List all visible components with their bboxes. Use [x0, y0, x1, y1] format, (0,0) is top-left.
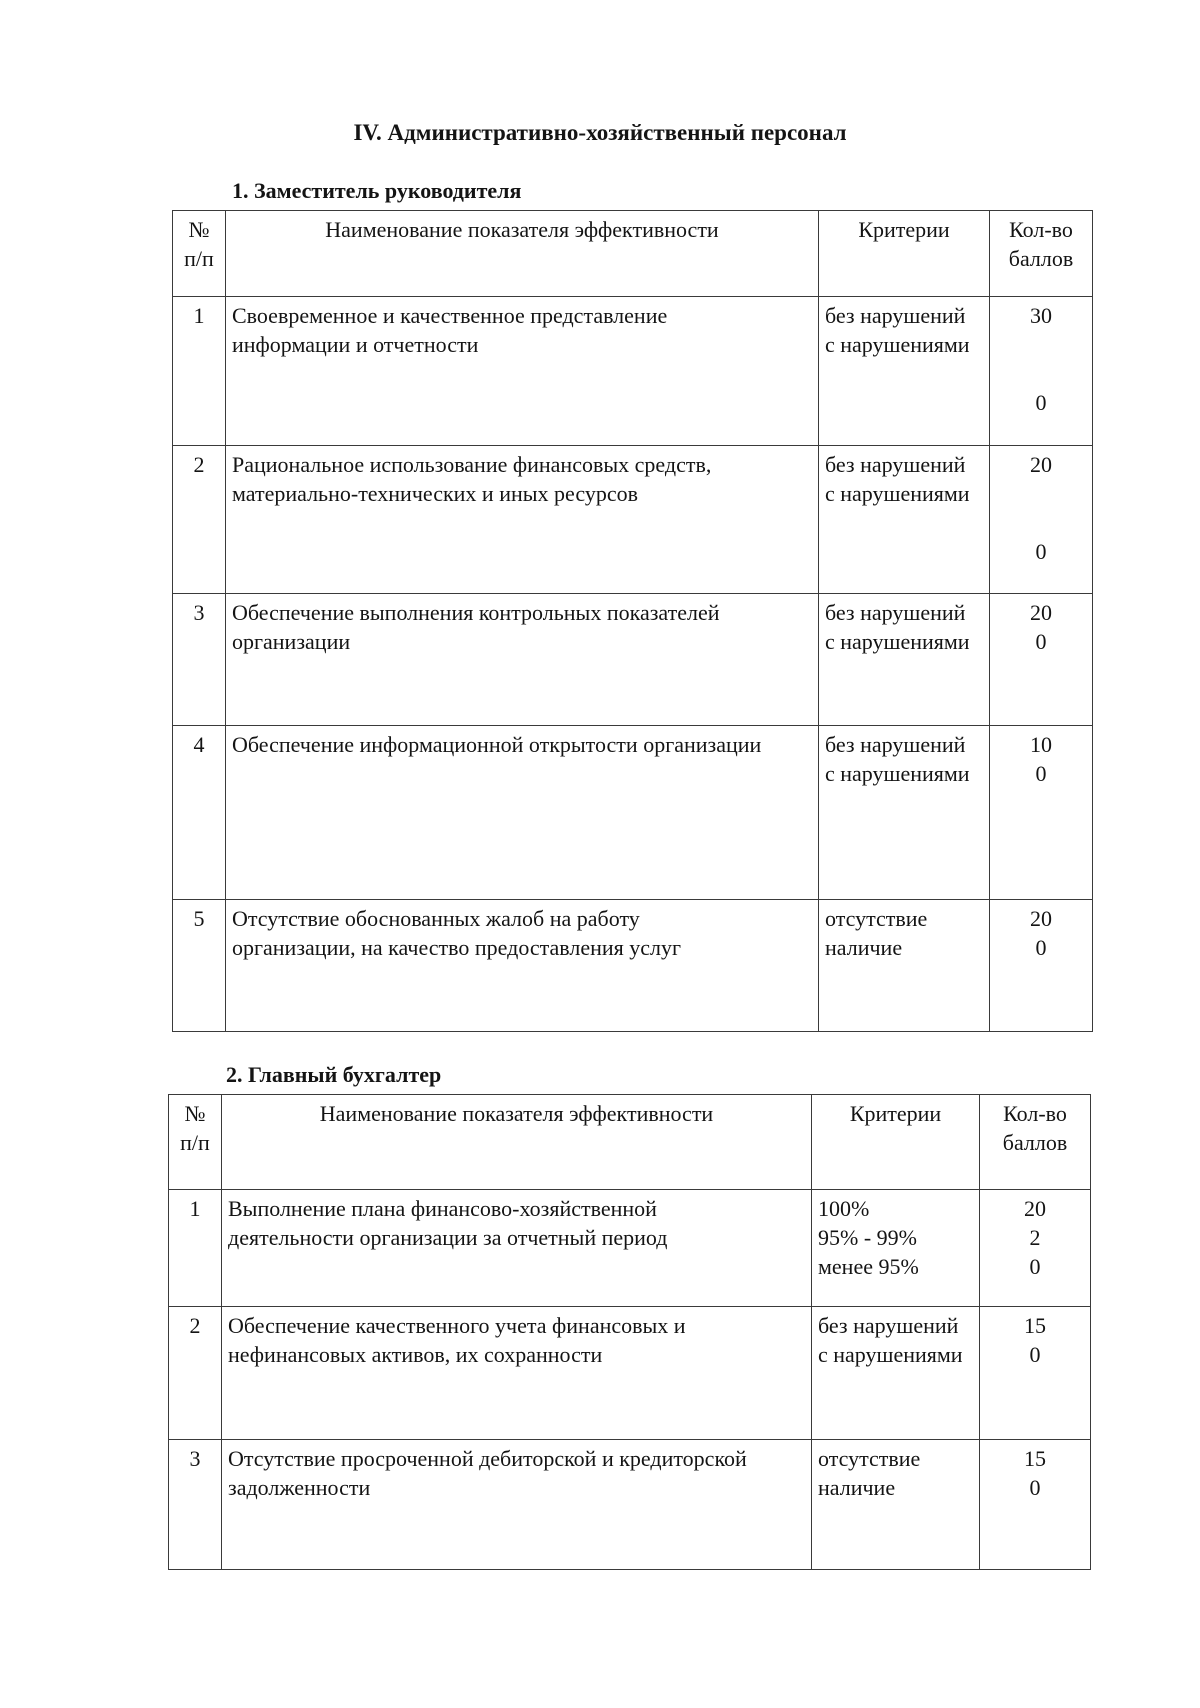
row-num: 5 [173, 900, 226, 1032]
row-num: 1 [173, 297, 226, 446]
row-criteria: без нарушений с нарушениями [819, 726, 990, 900]
row-indicator-name: Обеспечение информационной открытости организации [226, 726, 819, 900]
row-scores: 20 0 [990, 446, 1093, 594]
row-scores: 15 0 [980, 1307, 1091, 1440]
table-chief-accountant [168, 1094, 1091, 1570]
row-scores: 20 0 [990, 594, 1093, 726]
row-num: 2 [173, 446, 226, 594]
table-deputy-head [172, 210, 1093, 1032]
row-scores: 20 2 0 [980, 1190, 1091, 1307]
row-scores: 20 0 [990, 900, 1093, 1032]
table-row [173, 900, 1093, 1032]
row-num: 4 [173, 726, 226, 900]
row-num: 1 [169, 1190, 222, 1307]
section-2-title: 2. Главный бухгалтер [226, 1062, 442, 1087]
row-criteria: 100% 95% - 99% менее 95% [812, 1190, 980, 1307]
header-criteria: Критерии [812, 1095, 980, 1190]
header-indicator-name: Наименование показателя эффективности [222, 1095, 812, 1190]
row-criteria: без нарушений с нарушениями [819, 446, 990, 594]
row-criteria: отсутствие наличие [819, 900, 990, 1032]
row-criteria: отсутствие наличие [812, 1440, 980, 1570]
row-indicator-name: Отсутствие просроченной дебиторской и кредиторской задолженности [222, 1440, 812, 1570]
header-num: № п/п [169, 1095, 222, 1190]
header-indicator-name: Наименование показателя эффективности [226, 211, 819, 297]
table-row [169, 1307, 1091, 1440]
header-num: № п/п [173, 211, 226, 297]
row-indicator-name: Отсутствие обоснованных жалоб на работу организации, на качество предоставления услуг [226, 900, 819, 1032]
row-num: 3 [169, 1440, 222, 1570]
header-score: Кол-во баллов [990, 211, 1093, 297]
section-1-title: 1. Заместитель руководителя [232, 178, 522, 203]
table-row [173, 297, 1093, 446]
table-row [169, 1190, 1091, 1307]
table-header-row [169, 1095, 1091, 1190]
page-title: IV. Административно-хозяйственный персонал [353, 120, 847, 145]
row-num: 2 [169, 1307, 222, 1440]
row-indicator-name: Рациональное использование финансовых средств, материально-технических и иных ресурсов [226, 446, 819, 594]
row-num: 3 [173, 594, 226, 726]
row-indicator-name: Обеспечение качественного учета финансовых и нефинансовых активов, их сохранности [222, 1307, 812, 1440]
header-criteria: Критерии [819, 211, 990, 297]
row-criteria: без нарушений с нарушениями [819, 594, 990, 726]
row-criteria: без нарушений с нарушениями [812, 1307, 980, 1440]
row-indicator-name: Обеспечение выполнения контрольных показателей организации [226, 594, 819, 726]
table-row [169, 1440, 1091, 1570]
table-row [173, 446, 1093, 594]
table-row [173, 594, 1093, 726]
header-score: Кол-во баллов [980, 1095, 1091, 1190]
table-header-row [173, 211, 1093, 297]
row-indicator-name: Своевременное и качественное представление информации и отчетности [226, 297, 819, 446]
row-indicator-name: Выполнение плана финансово-хозяйственной деятельности организации за отчетный период [222, 1190, 812, 1307]
row-criteria: без нарушений с нарушениями [819, 297, 990, 446]
row-scores: 15 0 [980, 1440, 1091, 1570]
row-scores: 30 0 [990, 297, 1093, 446]
row-scores: 10 0 [990, 726, 1093, 900]
table-row [173, 726, 1093, 900]
